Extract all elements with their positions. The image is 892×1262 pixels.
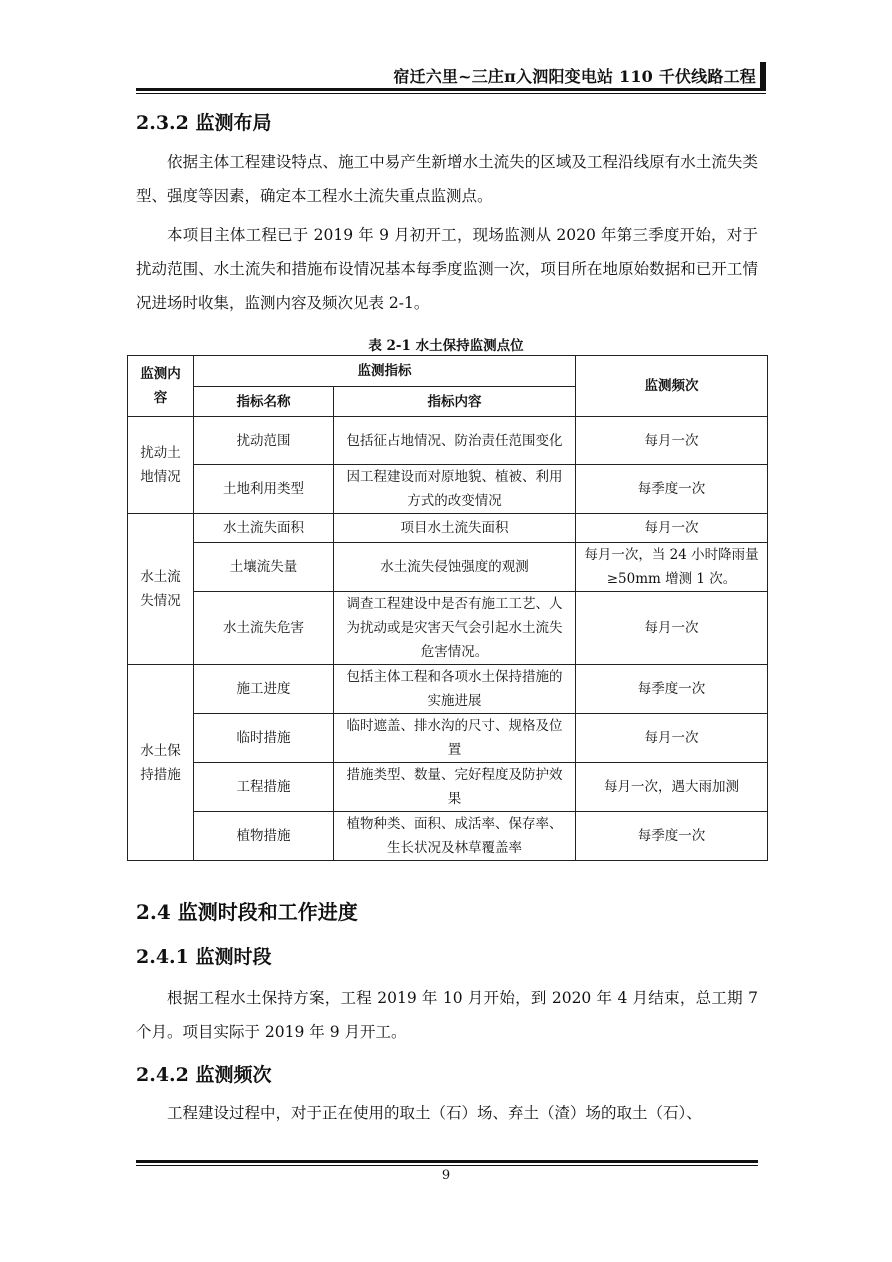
indicator-content-cell: 项目水土流失面积 (334, 514, 576, 543)
page-number: 9 (441, 1168, 451, 1183)
paragraph-monitoring-frequency: 工程建设过程中，对于正在使用的取土（石）场、弃土（渣）场的取土（石）、 (167, 1104, 702, 1122)
indicator-name-cell: 土壤流失量 (194, 543, 334, 592)
table-row (128, 514, 768, 543)
indicator-name-cell: 水土流失危害 (194, 592, 334, 665)
footer-rule (136, 1160, 758, 1163)
indicator-content-cell: 因工程建设而对原地貌、植被、利用方式的改变情况 (334, 465, 576, 514)
indicator-content-cell: 包括征占地情况、防治责任范围变化 (334, 417, 576, 465)
table-row (128, 665, 768, 714)
frequency-cell: 每季度一次 (576, 812, 768, 861)
table-row (128, 465, 768, 514)
table-caption: 表 2-1 水土保持监测点位 (368, 338, 524, 354)
indicator-name-cell: 临时措施 (194, 714, 334, 763)
table-row (128, 417, 768, 465)
header-title: 宿迁六里~三庄π入泗阳变电站 110 千伏线路工程 (393, 67, 756, 86)
table-row (128, 763, 768, 812)
indicator-content-cell: 调查工程建设中是否有施工工艺、人为扰动或是灾害天气会引起水土流失危害情况。 (334, 592, 576, 665)
indicator-name-cell: 植物措施 (194, 812, 334, 861)
frequency-cell: 每月一次 (576, 714, 768, 763)
frequency-cell: 每月一次，当 24 小时降雨量≥50mm 增测 1 次。 (576, 543, 768, 592)
indicator-content-cell: 植物种类、面积、成活率、保存率、生长状况及林草覆盖率 (334, 812, 576, 861)
indicator-content-cell: 临时遮盖、排水沟的尺寸、规格及位置 (334, 714, 576, 763)
header-monitoring-content: 监测内容 (128, 356, 194, 417)
indicator-content-cell: 包括主体工程和各项水土保持措施的实施进展 (334, 665, 576, 714)
paragraph-monitoring-period: 根据工程水土保持方案，工程 2019 年 10 月开始，到 2020 年 4 月结束，总工期 7 个月。项目实际于 2019 年 9 月开工。 (136, 989, 758, 1041)
page-header (136, 60, 766, 92)
frequency-cell: 每季度一次 (576, 465, 768, 514)
header-indicator-name: 指标名称 (194, 387, 334, 417)
header-rule-thin (136, 93, 766, 94)
group-label-conservation-measures: 水土保持措施 (128, 665, 194, 861)
frequency-cell: 每月一次 (576, 592, 768, 665)
group-label-disturbed-land: 扰动土地情况 (128, 417, 194, 514)
indicator-name-cell: 工程措施 (194, 763, 334, 812)
indicator-content-cell: 水土流失侵蚀强度的观测 (334, 543, 576, 592)
frequency-cell: 每月一次 (576, 514, 768, 543)
indicator-name-cell: 施工进度 (194, 665, 334, 714)
indicator-name-cell: 水土流失面积 (194, 514, 334, 543)
heading-2-4-1: 2.4.1 监测时段 (136, 946, 272, 968)
frequency-cell: 每月一次 (576, 417, 768, 465)
paragraph-monitoring-schedule: 本项目主体工程已于 2019 年 9 月初开工，现场监测从 2020 年第三季度开始，对于扰动范围、水土流失和措施布设情况基本每季度监测一次，项目所在地原始数据和已开工情况进场时收集，监测内容及频次见表 2-1。 (136, 226, 758, 312)
indicator-name-cell: 扰动范围 (194, 417, 334, 465)
indicator-content-cell: 措施类型、数量、完好程度及防护效果 (334, 763, 576, 812)
table-row (128, 543, 768, 592)
monitoring-points-table (127, 355, 768, 861)
frequency-cell: 每季度一次 (576, 665, 768, 714)
header-monitoring-frequency: 监测频次 (576, 356, 768, 417)
header-decoration-block (760, 62, 766, 88)
table-row (128, 714, 768, 763)
heading-2-4-2: 2.4.2 监测频次 (136, 1064, 272, 1086)
heading-2-4: 2.4 监测时段和工作进度 (136, 900, 358, 924)
table-row (128, 592, 768, 665)
header-monitoring-indicators: 监测指标 (194, 356, 576, 387)
footer-rule-thin (136, 1165, 758, 1166)
group-label-soil-erosion: 水土流失情况 (128, 514, 194, 665)
indicator-name-cell: 土地利用类型 (194, 465, 334, 514)
frequency-cell: 每月一次，遇大雨加测 (576, 763, 768, 812)
table-row (128, 812, 768, 861)
header-indicator-content: 指标内容 (334, 387, 576, 417)
heading-2-3-2: 2.3.2 监测布局 (136, 112, 272, 134)
paragraph-layout-basis: 依据主体工程建设特点、施工中易产生新增水土流失的区域及工程沿线原有水土流失类型、强度等因素，确定本工程水土流失重点监测点。 (136, 153, 758, 205)
header-rule (136, 88, 766, 91)
